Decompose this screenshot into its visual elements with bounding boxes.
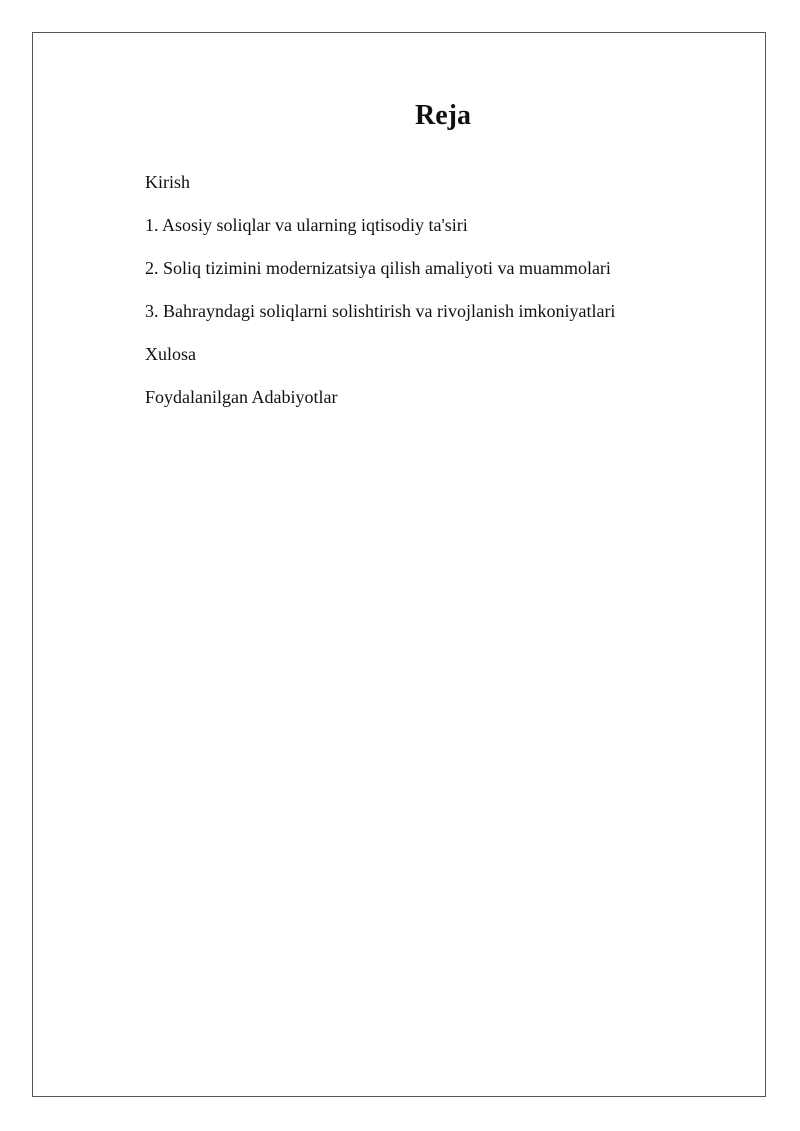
toc-item-chapter-3: 3. Bahrayndagi soliqlarni solishtirish va rivojlanish imkoniyatlari — [145, 301, 616, 321]
table-of-contents — [145, 170, 615, 428]
toc-item-chapter-2: 2. Soliq tizimini modernizatsiya qilish amaliyoti va muammolari — [145, 258, 611, 278]
toc-item-references: Foydalanilgan Adabiyotlar — [145, 387, 338, 407]
toc-item-introduction: Kirish — [145, 172, 190, 192]
toc-item-conclusion: Xulosa — [145, 344, 196, 364]
page-title: Reja — [415, 100, 471, 131]
toc-item-chapter-1: 1. Asosiy soliqlar va ularning iqtisodiy ta'siri — [145, 215, 468, 235]
